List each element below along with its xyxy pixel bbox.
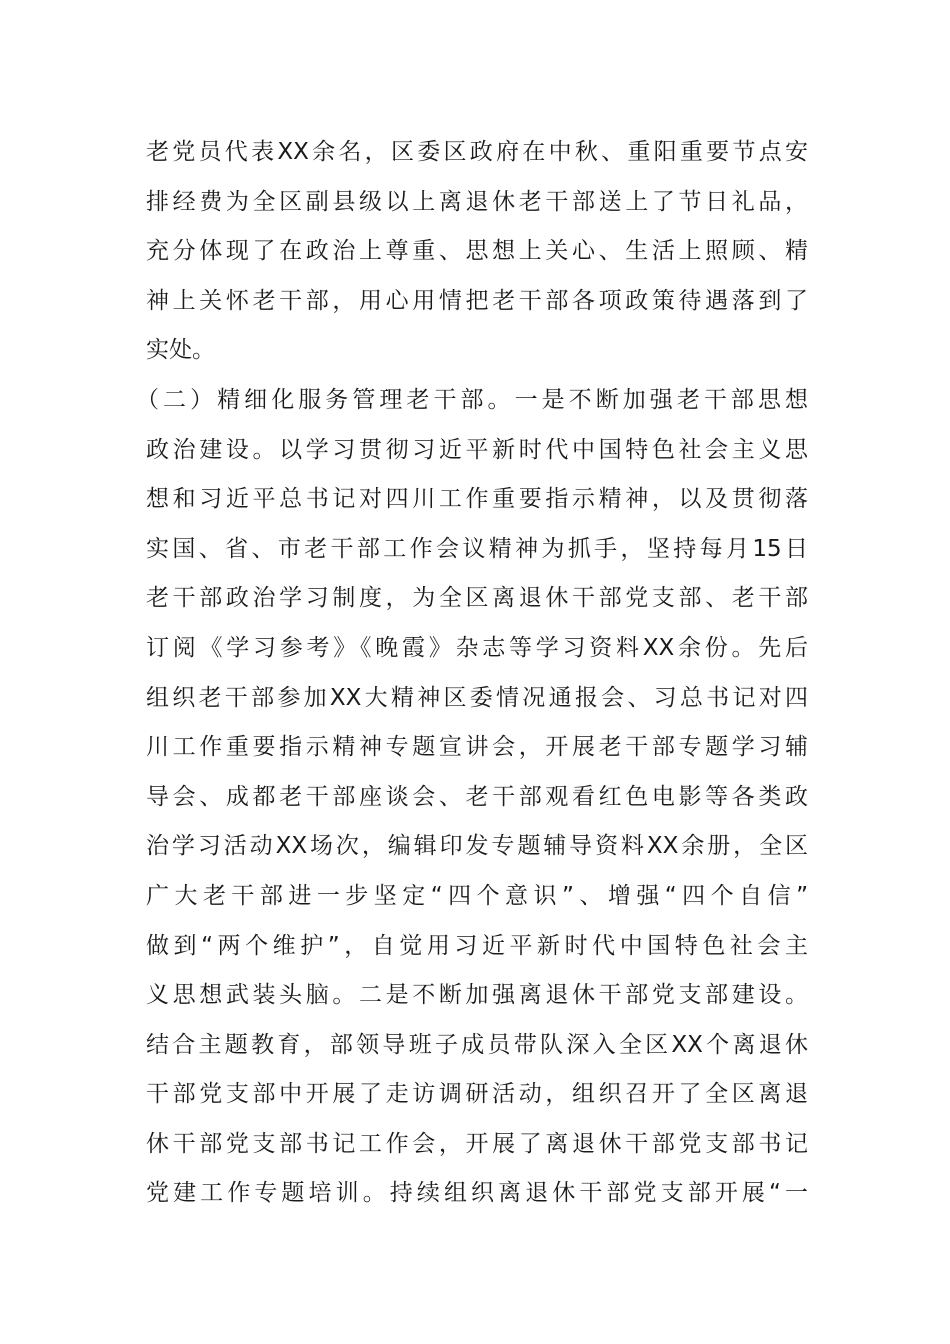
paragraph-1 xyxy=(146,128,808,376)
text-line: 实国、省、市老干部工作会议精神为抓手，坚持每月15日 xyxy=(146,535,808,562)
text-line: 党建工作专题培训。持续组织离退休干部党支部开展“一 xyxy=(146,1180,808,1207)
text-line: 义思想武装头脑。二是不断加强离退休干部党支部建设。 xyxy=(146,982,808,1009)
text-line: 干部党支部中开展了走访调研活动，组织召开了全区离退 xyxy=(146,1081,808,1108)
text-line: 组织老干部参加XX大精神区委情况通报会、习总书记对四 xyxy=(146,684,808,711)
text-line: 排经费为全区副县级以上离退休老干部送上了节日礼品， xyxy=(146,188,808,215)
text-line: 广大老干部进一步坚定“四个意识”、增强“四个自信” xyxy=(146,882,808,909)
text-line: 做到“两个维护”，自觉用习近平新时代中国特色社会主 xyxy=(146,932,808,959)
section-heading-line: （二）精细化服务管理老干部。一是不断加强老干部思想 xyxy=(136,386,808,413)
text-line: 老党员代表XX余名，区委区政府在中秋、重阳重要节点安 xyxy=(146,139,808,165)
text-line: 结合主题教育，部领导班子成员带队深入全区XX个离退休 xyxy=(146,1031,808,1058)
text-line: 导会、成都老干部座谈会、老干部观看红色电影等各类政 xyxy=(146,783,808,810)
text-line: 老干部政治学习制度，为全区离退休干部党支部、老干部 xyxy=(146,585,808,612)
text-line: 订阅《学习参考》《晚霞》杂志等学习资料XX余份。先后 xyxy=(146,634,808,661)
text-line: 想和习近平总书记对四川工作重要指示精神，以及贯彻落 xyxy=(146,486,808,513)
text-line: 神上关怀老干部，用心用情把老干部各项政策待遇落到了 xyxy=(146,287,808,314)
text-line: 治学习活动XX场次，编辑印发专题辅导资料XX余册，全区 xyxy=(146,833,808,860)
text-line: 实处。 xyxy=(146,337,215,364)
text-line: 休干部党支部书记工作会，开展了离退休干部党支部书记 xyxy=(146,1130,808,1157)
text-line: 川工作重要指示精神专题宣讲会，开展老干部专题学习辅 xyxy=(146,734,808,761)
document-body xyxy=(136,128,808,1219)
paragraph-2 xyxy=(136,376,808,1219)
text-line: 政治建设。以学习贯彻习近平新时代中国特色社会主义思 xyxy=(146,436,808,463)
text-line: 充分体现了在政治上尊重、思想上关心、生活上照顾、精 xyxy=(146,238,808,265)
